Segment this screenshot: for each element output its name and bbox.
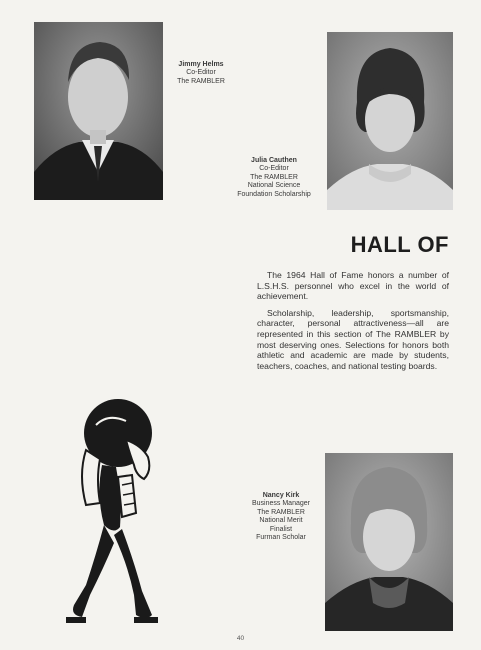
section-heading: HALL OF bbox=[350, 232, 449, 257]
person-detail: National Science bbox=[247, 182, 301, 190]
intro-paragraph: The 1964 Hall of Fame honors a number of L.S.H.S. personnel who excel in the world of achievement. bbox=[257, 270, 449, 302]
person-detail: The RAMBLER bbox=[250, 173, 298, 181]
person-detail: Finalist bbox=[269, 525, 293, 533]
portrait-nancy-kirk bbox=[325, 453, 453, 631]
caption-jimmy-helms bbox=[156, 61, 246, 86]
person-detail: Furman Scholar bbox=[256, 534, 306, 542]
person-detail: Co-Editor bbox=[186, 69, 216, 77]
person-name: Jimmy Helms bbox=[178, 61, 224, 68]
person-detail: Co-Editor bbox=[259, 165, 289, 173]
intro-paragraph: Scholarship, leadership, sportsmanship, character, personal attractiveness—all are represented in this section of The RAMBLER by most deserving ones. Selections for honors both athletic and academic are made by students, teachers, coaches, and national testing boards. bbox=[257, 307, 449, 371]
person-detail: National Merit bbox=[259, 517, 303, 525]
portrait-julia-cauthen bbox=[327, 32, 453, 210]
page-number: 40 bbox=[236, 635, 245, 642]
intro-text bbox=[257, 270, 449, 377]
person-detail: The RAMBLER bbox=[177, 77, 225, 85]
atlas-cartoon-illustration bbox=[56, 395, 176, 630]
person-name: Nancy Kirk bbox=[262, 492, 300, 499]
person-detail: Foundation Scholarship bbox=[237, 190, 311, 198]
caption-nancy-kirk bbox=[236, 492, 326, 542]
person-name: Julia Cauthen bbox=[251, 157, 297, 164]
caption-julia-cauthen bbox=[229, 157, 319, 199]
person-detail: Business Manager bbox=[252, 500, 310, 508]
portrait-jimmy-helms bbox=[34, 22, 163, 200]
person-detail: The RAMBLER bbox=[257, 508, 305, 516]
